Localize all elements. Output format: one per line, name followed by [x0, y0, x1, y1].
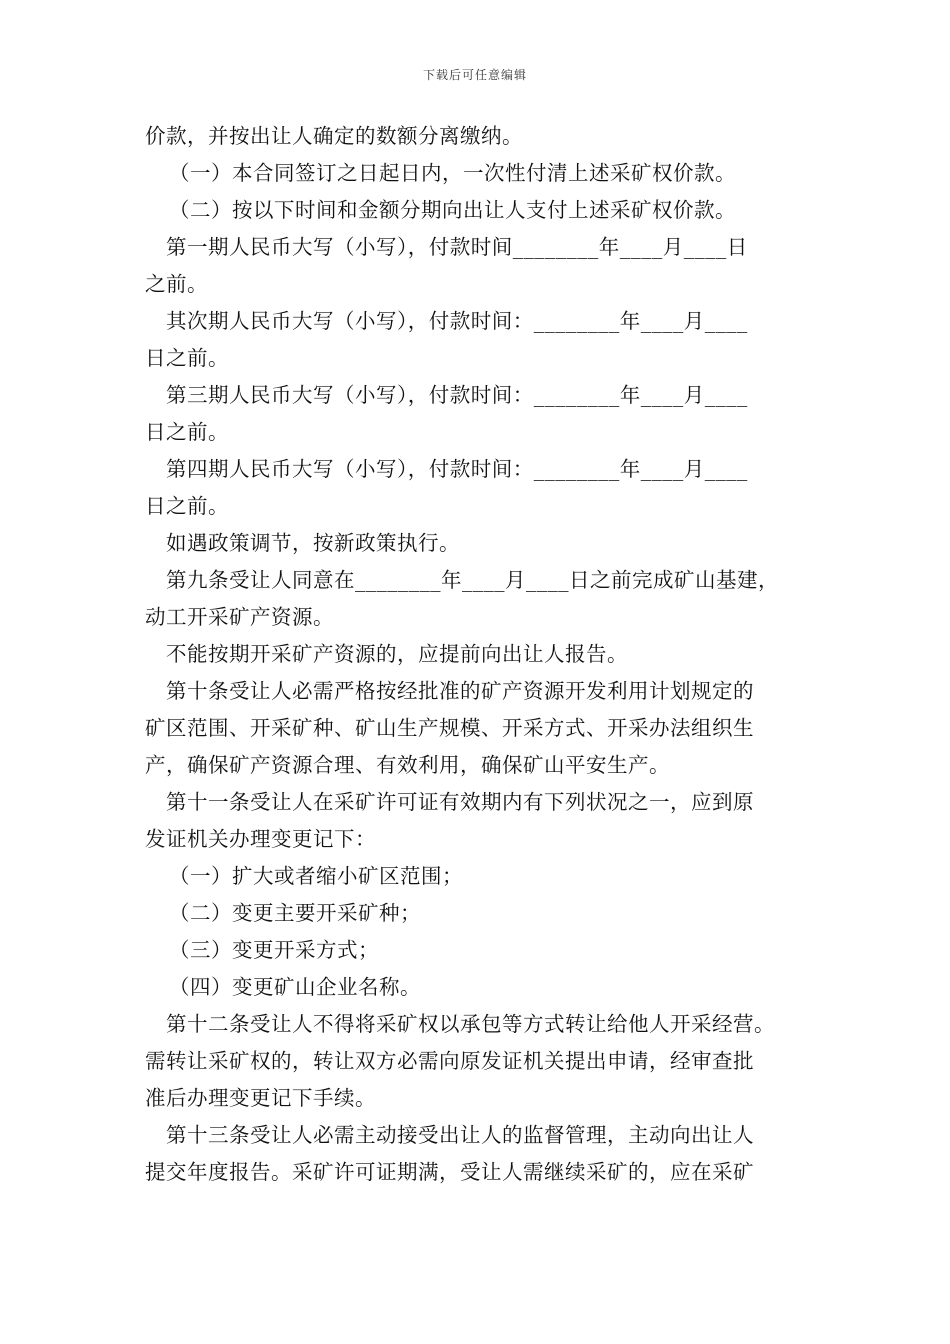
paragraph-line: 不能按期开采矿产资源的，应提前向出让人报告。	[166, 642, 628, 666]
paragraph-line: 需转让采矿权的，转让双方必需向原发证机关提出申请，经审查批	[145, 1049, 754, 1073]
paragraph-line: 第十三条受让人必需主动接受出让人的监督管理，主动向出让人	[166, 1123, 754, 1147]
paragraph-line: （四）变更矿山企业名称。	[169, 975, 421, 999]
paragraph-line: 第三期人民币大写（小写），付款时间：________年____月____	[166, 383, 748, 407]
paragraph-line: 价款，并按出让人确定的数额分离缴纳。	[145, 124, 523, 148]
paragraph-line: 动工开采矿产资源。	[145, 605, 334, 629]
paragraph-line: （一）本合同签订之日起日内，一次性付清上述采矿权价款。	[169, 161, 736, 185]
paragraph-line: 其次期人民币大写（小写），付款时间：________年____月____	[166, 309, 748, 333]
paragraph-line: 准后办理变更记下手续。	[145, 1086, 376, 1110]
paragraph-line: （二）按以下时间和金额分期向出让人支付上述采矿权价款。	[169, 198, 736, 222]
paragraph-line: 第十二条受让人不得将采矿权以承包等方式转让给他人开采经营。	[166, 1012, 775, 1036]
paragraph-line: 发证机关办理变更记下：	[145, 827, 376, 851]
paragraph-line: 如遇政策调节，按新政策执行。	[166, 531, 460, 555]
paragraph-line: 矿区范围、开采矿种、矿山生产规模、开采方式、开采办法组织生	[145, 716, 754, 740]
document-body	[145, 118, 810, 1191]
paragraph-line: 第十条受让人必需严格按经批准的矿产资源开发利用计划规定的	[166, 679, 754, 703]
paragraph-line: 产，确保矿产资源合理、有效利用，确保矿山平安生产。	[145, 753, 670, 777]
paragraph-line: 第四期人民币大写（小写），付款时间：________年____月____	[166, 457, 748, 481]
paragraph-line: 第九条受让人同意在________年____月____日之前完成矿山基建，	[166, 568, 779, 592]
paragraph-line: 提交年度报告。采矿许可证期满，受让人需继续采矿的，应在采矿	[145, 1160, 754, 1184]
paragraph-line: 日之前。	[145, 420, 229, 444]
paragraph-line: 第一期人民币大写（小写），付款时间________年____月____日	[166, 235, 748, 259]
paragraph-line: 日之前。	[145, 494, 229, 518]
paragraph-line: （三）变更开采方式；	[169, 938, 379, 962]
paragraph-line: 日之前。	[145, 346, 229, 370]
paragraph-line: 第十一条受让人在采矿许可证有效期内有下列状况之一，应到原	[166, 790, 754, 814]
page-header: 下载后可任意编辑	[422, 68, 527, 82]
paragraph-line: （二）变更主要开采矿种；	[169, 901, 421, 925]
paragraph-line: 之前。	[145, 272, 208, 296]
paragraph-line: （一）扩大或者缩小矿区范围；	[169, 864, 463, 888]
